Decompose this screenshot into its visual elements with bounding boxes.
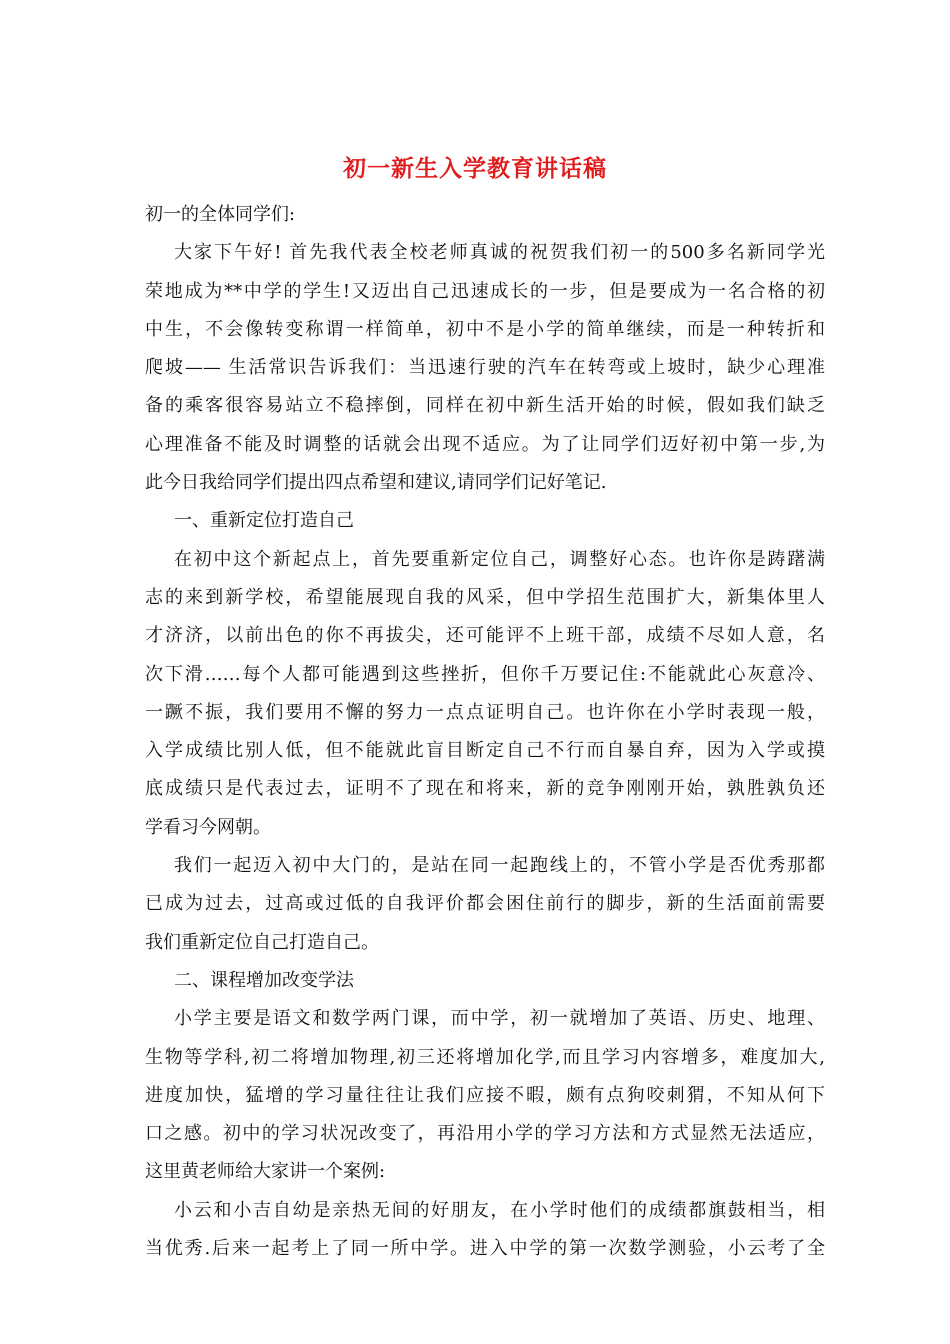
text-line: 初一的全体同学们: [145,204,296,225]
text-line: 在初中这个新起点上，首先要重新定位自己，调整好心态。也许你是踌躇满 [174,548,825,570]
text-line: 学看习今网朝。 [145,816,271,838]
text-line: 荣地成为**中学的学生!又迈出自己迅速成长的一步，但是要成为一名合格的初 [145,280,825,302]
text-line: 小学主要是语文和数学两门课，而中学，初一就增加了英语、历史、地理、 [174,1008,825,1030]
text-line: 已成为过去，过高或过低的自我评价都会困住前行的脚步，新的生活面前需要 [145,893,825,915]
text-line: 我们重新定位自己打造自己。 [145,931,379,953]
text-line: 爬坡—— 生活常识告诉我们：当迅速行驶的汽车在转弯或上坡时，缺少心理准 [145,357,825,379]
text-line: 入学成绩比别人低，但不能就此盲目断定自己不行而自暴自弃，因为入学或摸 [145,740,825,762]
text-line: 口之感。初中的学习状况改变了，再沿用小学的学习方法和方式显然无法适应， [145,1123,825,1145]
text-line: 二、课程增加改变学法 [174,969,354,991]
text-line: 我们一起迈入初中大门的，是站在同一起跑线上的，不管小学是否优秀那都 [174,855,825,877]
document-title: 初一新生入学教育讲话稿 [343,155,607,182]
document-body [145,196,825,1268]
text-line: 心理准备不能及时调整的话就会出现不适应。为了让同学们迈好初中第一步,为 [145,433,825,455]
text-line: 次下滑……每个人都可能遇到这些挫折，但你千万要记住:不能就此心灰意冷、 [145,663,825,685]
text-line: 底成绩只是代表过去，证明不了现在和将来，新的竞争刚刚开始，孰胜孰负还 [145,778,825,800]
text-line: 志的来到新学校，希望能展现自我的风采，但中学招生范围扩大，新集体里人 [145,586,825,608]
text-line: 大家下午好! 首先我代表全校老师真诚的祝贺我们初一的500多名新同学光 [174,242,825,264]
text-line: 一蹶不振，我们要用不懈的努力一点点证明自己。也许你在小学时表现一般， [145,701,825,723]
text-line: 小云和小吉自幼是亲热无间的好朋友，在小学时他们的成绩都旗鼓相当，相 [174,1199,825,1221]
text-line: 一、重新定位打造自己 [174,510,354,532]
text-line: 此今日我给同学们提出四点希望和建议,请同学们记好笔记. [145,472,607,494]
text-line: 进度加快，猛增的学习量往往让我们应接不暇，颇有点狗咬刺猬，不知从何下 [145,1084,825,1106]
text-line: 才济济，以前出色的你不再拔尖，还可能评不上班干部，成绩不尽如人意，名 [145,625,825,647]
text-line: 生物等学科,初二将增加物理,初三还将增加化学,而且学习内容增多，难度加大, [145,1046,825,1068]
text-line: 中生，不会像转变称谓一样简单，初中不是小学的简单继续，而是一种转折和 [145,318,825,340]
text-line: 这里黄老师给大家讲一个案例: [145,1161,386,1183]
text-line: 备的乘客很容易站立不稳摔倒，同样在初中新生活开始的时候，假如我们缺乏 [145,395,825,417]
text-line: 当优秀.后来一起考上了同一所中学。进入中学的第一次数学测验，小云考了全 [145,1238,825,1260]
